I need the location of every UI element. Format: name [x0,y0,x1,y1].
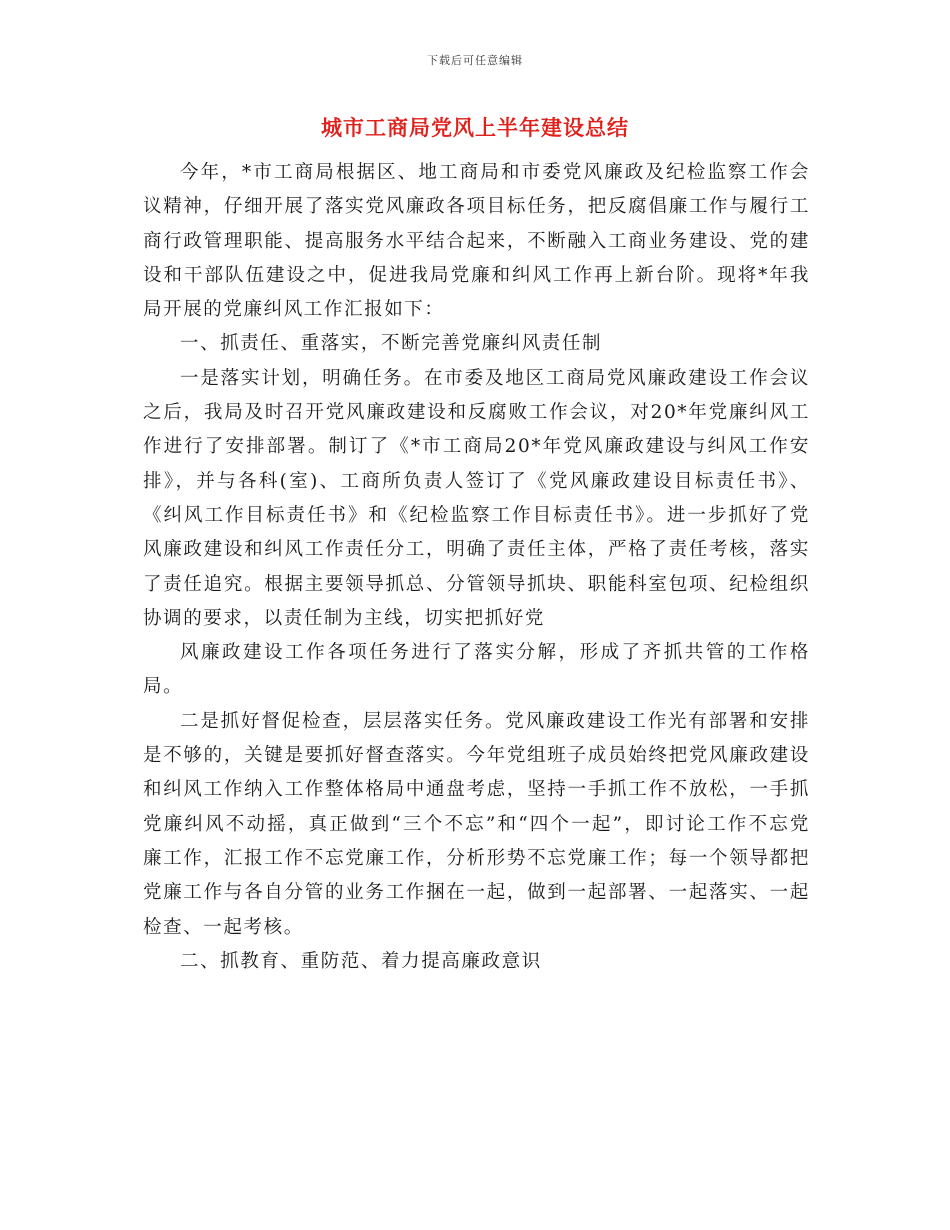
document-title: 城市工商局党风上半年建设总结 [321,115,629,140]
paragraph-intro: 今年，*市工商局根据区、地工商局和市委党风廉政及纪检监察工作会议精神，仔细开展了落实党风廉政各项目标任务，把反腐倡廉工作与履行工商行政管理职能、提高服务水平结合起来，不断融入工商业务建设、党的建设和干部队伍建设之中，促进我局党廉和纠风工作再上新台阶。现将*年我局开展的党廉纠风工作汇报如下： [143,162,810,321]
page-header-note: 下载后可任意编辑 [427,54,523,67]
section-heading-2: 二、抓教育、重防范、着力提高廉政意识 [180,950,542,972]
section-heading-1: 一、抓责任、重落实，不断完善党廉纠风责任制 [180,333,603,355]
paragraph-plan-continued: 风廉政建设工作各项任务进行了落实分解，形成了齐抓共管的工作格局。 [143,642,810,698]
document-body [143,156,810,979]
paragraph-plan: 一是落实计划，明确任务。在市委及地区工商局党风廉政建设工作会议之后，我局及时召开党风廉政建设和反腐败工作会议，对20*年党廉纠风工作进行了安排部署。制订了《*市工商局20*年党风廉政建设与纠风工作安排》，并与各科(室)、工商所负责人签订了《党风廉政建设目标责任书》、《纠风工作目标责任书》和《纪检监察工作目标责任书》。进一步抓好了党风廉政建设和纠风工作责任分工，明确了责任主体，严格了责任考核，落实了责任追究。根据主要领导抓总、分管领导抓块、职能科室包项、纪检组织协调的要求，以责任制为主线，切实把抓好党 [143,367,810,629]
paragraph-supervision: 二是抓好督促检查，层层落实任务。党风廉政建设工作光有部署和安排是不够的，关键是要抓好督查落实。今年党组班子成员始终把党风廉政建设和纠风工作纳入工作整体格局中通盘考虑，坚持一手抓工作不放松，一手抓党廉纠风不动摇，真正做到“三个不忘”和“四个一起”，即讨论工作不忘党廉工作，汇报工作不忘党廉工作，分析形势不忘党廉工作；每一个领导都把党廉工作与各自分管的业务工作捆在一起，做到一起部署、一起落实、一起检查、一起考核。 [143,710,810,938]
